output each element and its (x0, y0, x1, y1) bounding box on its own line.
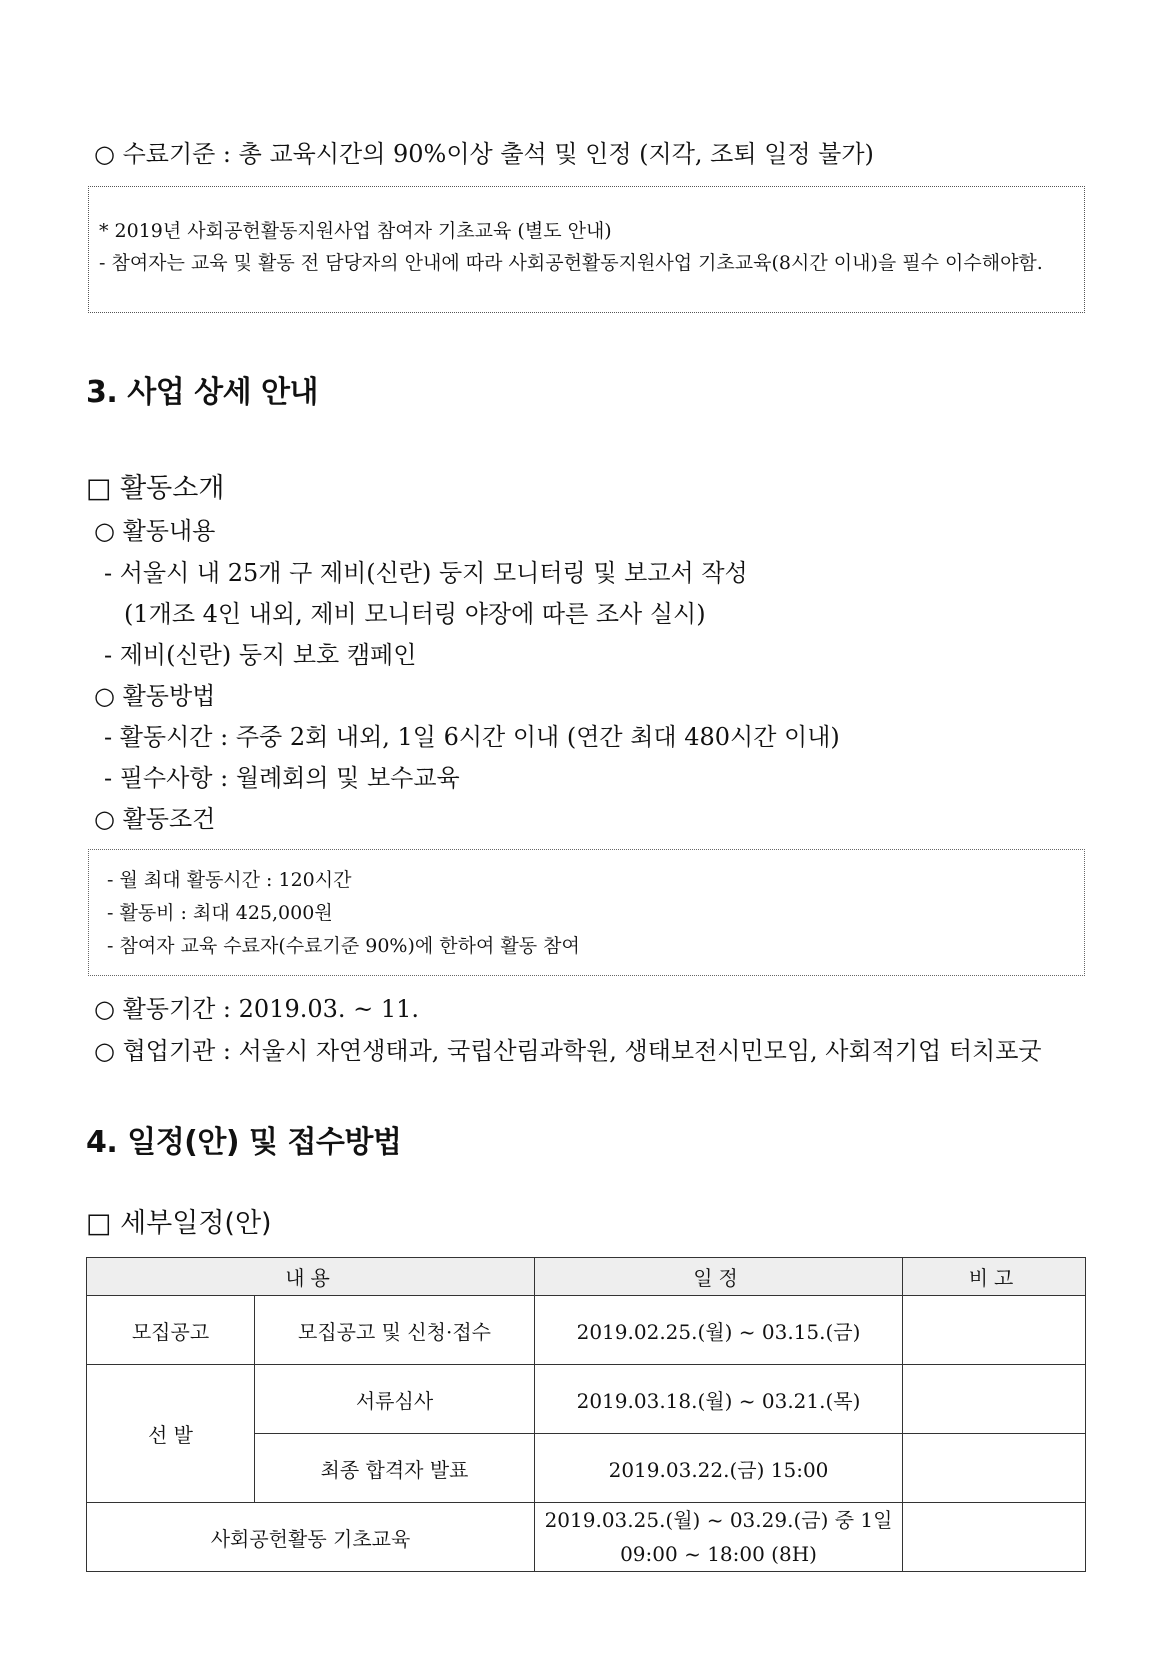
table-header-row (87, 1258, 1086, 1296)
condition-item: - 월 최대 활동시간 : 120시간 (107, 869, 352, 891)
schedule-heading: □ 세부일정(안) (86, 1208, 272, 1239)
docs-item-cell: 서류심사 (255, 1365, 535, 1434)
docs-date-cell: 2019.03.18.(월) ~ 03.21.(목) (535, 1365, 903, 1434)
final-date-cell: 2019.03.22.(금) 15:00 (535, 1434, 903, 1503)
conditions-heading: ○ 활동조건 (94, 805, 216, 833)
conditions-box (88, 849, 1085, 976)
partner-organizations: ○ 협업기관 : 서울시 자연생태과, 국립산림과학원, 생태보전시민모임, 사회적기업 터치포굿 (94, 1037, 1042, 1065)
select-group-cell: 선 발 (87, 1365, 255, 1503)
method-item-1: - 활동시간 : 주중 2회 내외, 1일 6시간 이내 (연간 최대 480시간 이내) (104, 723, 840, 751)
method-heading: ○ 활동방법 (94, 682, 216, 710)
edu-date-line-2: 09:00 ~ 18:00 (8H) (620, 1542, 817, 1566)
remarks-cell (903, 1434, 1086, 1503)
remarks-cell (903, 1296, 1086, 1365)
table-row (87, 1503, 1086, 1572)
section-3-title: 3. 사업 상세 안내 (86, 375, 318, 410)
final-item-cell: 최종 합격자 발표 (255, 1434, 535, 1503)
content-item-1: - 서울시 내 25개 구 제비(신란) 둥지 모니터링 및 보고서 작성 (104, 559, 748, 587)
header-schedule: 일정 (535, 1258, 903, 1296)
method-item-2: - 필수사항 : 월례회의 및 보수교육 (104, 764, 460, 792)
schedule-table (86, 1257, 1086, 1572)
table-row (87, 1296, 1086, 1365)
table-row (87, 1365, 1086, 1434)
content-heading: ○ 활동내용 (94, 517, 216, 545)
notice-box (88, 186, 1085, 313)
recruit-group-cell: 모집공고 (87, 1296, 255, 1365)
header-content: 내용 (87, 1258, 535, 1296)
activity-intro-heading: □ 활동소개 (86, 473, 225, 504)
recruit-item-cell: 모집공고 및 신청·접수 (255, 1296, 535, 1365)
condition-item: - 활동비 : 최대 425,000원 (107, 902, 333, 924)
condition-item: - 참여자 교육 수료자(수료기준 90%)에 한하여 활동 참여 (107, 935, 580, 957)
remarks-cell (903, 1503, 1086, 1572)
completion-criteria: ○ 수료기준 : 총 교육시간의 90%이상 출석 및 인정 (지각, 조퇴 일정 불가) (94, 140, 874, 168)
section-4-title: 4. 일정(안) 및 접수방법 (86, 1125, 402, 1160)
remarks-cell (903, 1365, 1086, 1434)
edu-date-line-1: 2019.03.25.(월) ~ 03.29.(금) 중 1일 (544, 1508, 893, 1532)
content-item-1-sub: (1개조 4인 내외, 제비 모니터링 야장에 따른 조사 실시) (124, 600, 706, 628)
activity-period: ○ 활동기간 : 2019.03. ~ 11. (94, 995, 420, 1023)
content-item-2: - 제비(신란) 둥지 보호 캠페인 (104, 641, 417, 669)
edu-item-cell: 사회공헌활동 기초교육 (87, 1503, 535, 1572)
notice-line-2: - 참여자는 교육 및 활동 전 담당자의 안내에 따라 사회공헌활동지원사업 기초교육(8시간 이내)을 필수 이수해야함. (99, 252, 1043, 274)
notice-line-1: * 2019년 사회공헌활동지원사업 참여자 기초교육 (별도 안내) (99, 220, 612, 242)
edu-date-cell (535, 1503, 903, 1572)
header-remarks: 비고 (903, 1258, 1086, 1296)
recruit-date-cell: 2019.02.25.(월) ~ 03.15.(금) (535, 1296, 903, 1365)
